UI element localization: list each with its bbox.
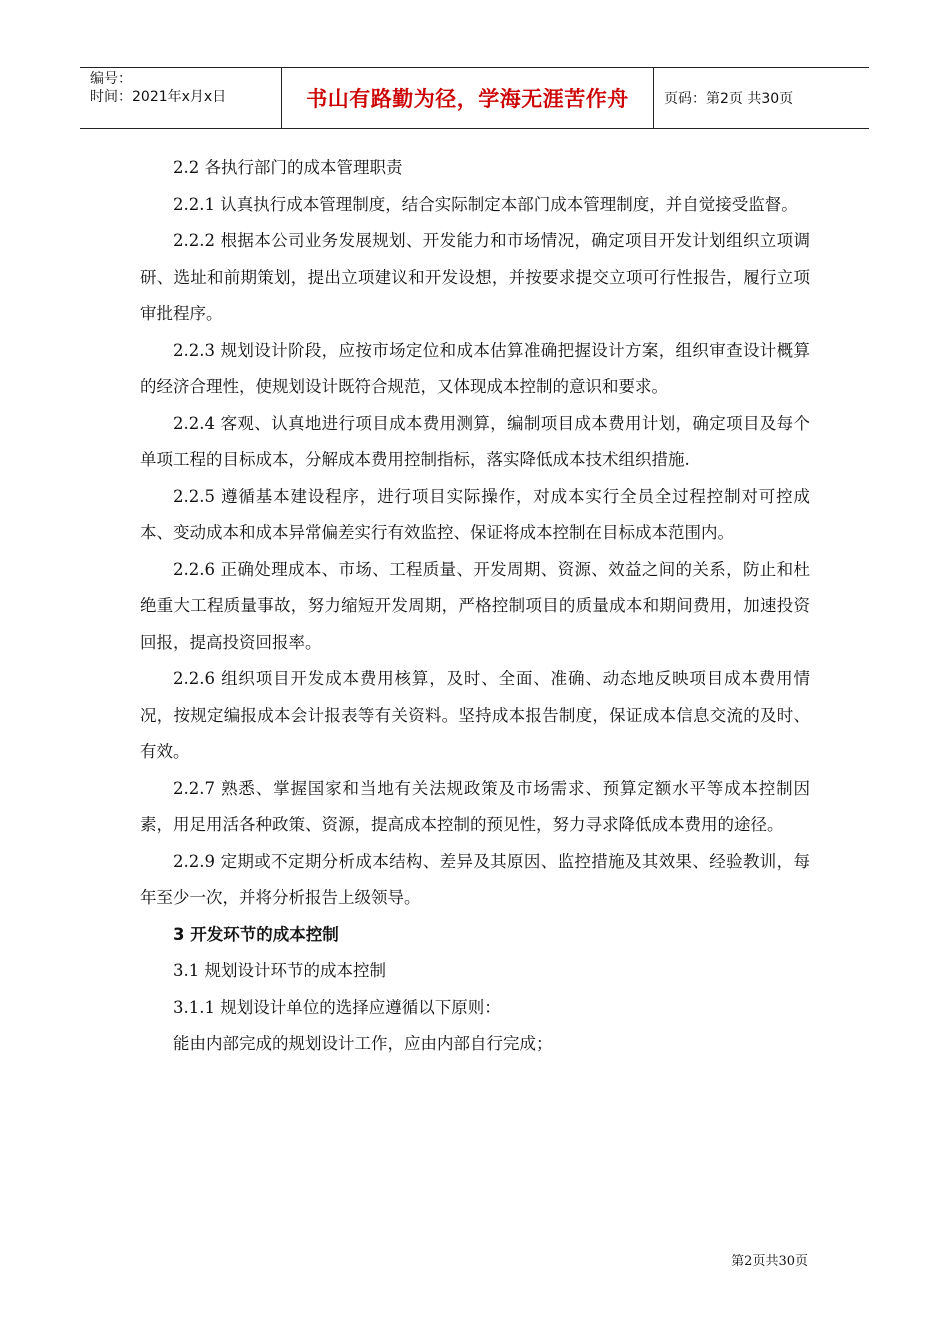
paragraph-2-2-7: 2.2.7 熟悉、掌握国家和当地有关法规政策及市场需求、预算定额水平等成本控制因素，用足用活各种政策、资源，提高成本控制的预见性，努力寻求降低成本费用的途径。: [140, 778, 810, 834]
paragraph-2-2-5: 2.2.5 遵循基本建设程序，进行项目实际操作，对成本实行全员全过程控制对可控成本、变动成本和成本异常偏差实行有效监控、保证将成本控制在目标成本范围内。: [140, 486, 810, 542]
document-body: [140, 150, 810, 1063]
paragraph-2-2-3: 2.2.3 规划设计阶段，应按市场定位和成本估算准确把握设计方案，组织审查设计概算的经济合理性，使规划设计既符合规范，又体现成本控制的意识和要求。: [140, 340, 810, 396]
header-motto: 书山有路勤为径，学海无涯苦作舟: [282, 68, 654, 128]
document-number-label: 编号：: [90, 71, 132, 87]
document-time-label: 时间：2021年x月x日: [90, 89, 227, 105]
header-page-number: 页码：第2页 共30页: [664, 91, 794, 107]
paragraph-2-2-6-b: 2.2.6 组织项目开发成本费用核算，及时、全面、准确、动态地反映项目成本费用情况，按规定编报成本会计报表等有关资料。坚持成本报告制度，保证成本信息交流的及时、有效。: [140, 669, 810, 761]
paragraph-2-2-2: 2.2.2 根据本公司业务发展规划、开发能力和市场情况，确定项目开发计划组织立项调研、选址和前期策划，提出立项建议和开发设想，并按要求提交立项可行性报告，履行立项审批程序。: [140, 231, 810, 323]
paragraph-2-2-4: 2.2.4 客观、认真地进行项目成本费用测算，编制项目成本费用计划，确定项目及每个单项工程的目标成本，分解成本费用控制指标，落实降低成本技术组织措施.: [140, 413, 810, 469]
section-heading-3-1: 3.1 规划设计环节的成本控制: [173, 961, 386, 980]
page-header: [80, 67, 869, 129]
paragraph-2-2-9: 2.2.9 定期或不定期分析成本结构、差异及其原因、监控措施及其效果、经验教训，每年至少一次，并将分析报告上级领导。: [140, 851, 810, 907]
section-heading-2-2: 2.2 各执行部门的成本管理职责: [173, 158, 403, 177]
header-meta: [80, 68, 282, 128]
paragraph-2-2-1: 2.2.1 认真执行成本管理制度，结合实际制定本部门成本管理制度，并自觉接受监督。: [173, 194, 798, 214]
paragraph-2-2-6-a: 2.2.6 正确处理成本、市场、工程质量、开发周期、资源、效益之间的关系，防止和杜绝重大工程质量事故，努力缩短开发周期，严格控制项目的质量成本和期间费用，加速投资回报，提高投资回报率。: [140, 559, 810, 652]
paragraph-3-1-1-item: 能由内部完成的规划设计工作，应由内部自行完成；: [173, 1034, 553, 1053]
page-footer: 第2页共30页: [731, 1254, 808, 1269]
paragraph-3-1-1: 3.1.1 规划设计单位的选择应遵循以下原则：: [173, 997, 501, 1017]
section-heading-3: 3 开发环节的成本控制: [173, 924, 339, 944]
